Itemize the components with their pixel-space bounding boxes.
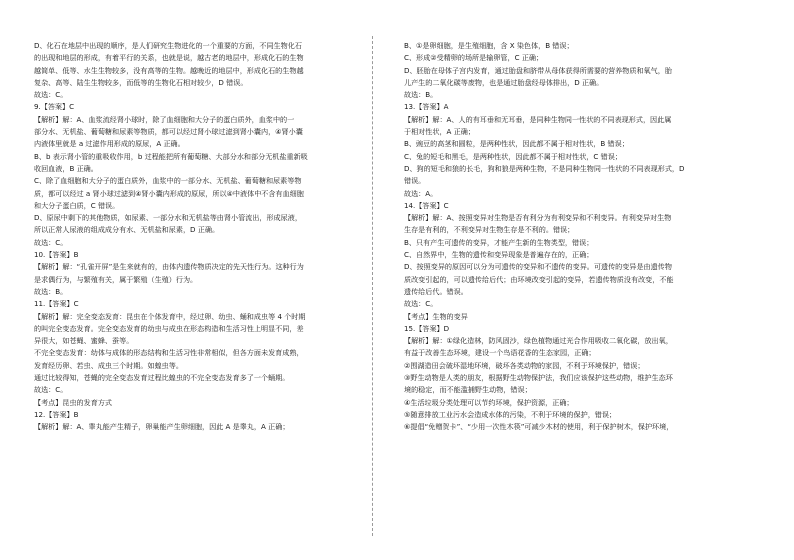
text-line: 【考点】昆虫的发育方式 [34, 397, 113, 407]
text-line: 和大分子蛋白质，C 错误。 [34, 200, 120, 210]
text-line: 遗传给后代。错误。 [404, 286, 468, 296]
text-line: 质，都可以经过 a 肾小球过滤到④肾小囊内形成的原尿，所以④中液体中不含有血细胞 [34, 188, 304, 198]
text-line: 境的稳定，而不能滥捕野生动物，错误； [404, 385, 532, 395]
text-line: 14.【答案】C [404, 200, 449, 210]
text-line: 错误。 [404, 176, 426, 186]
text-line: 故选：B。 [34, 286, 68, 296]
text-line: 不完全变态发育：幼体与成体的形态结构和生活习性非常相似，但各方面未发育成熟， [34, 348, 304, 358]
text-line: D、狗的短毛和狼的长毛，狗和狼是两种生物，不是同种生物同一性状的不同表现形式，D [404, 163, 685, 173]
text-line: 质改变引起的，可以遗传给后代；由环境改变引起的变异，若遗传物质没有改变，不能 [404, 274, 674, 284]
text-line: 越简单、低等、水生生物较多，没有高等的生物。越晚近的地层中，形成化石的生物越 [34, 65, 304, 75]
text-line: B、b 表示肾小管的重吸收作用，b 过程能把所有葡萄糖、大部分水和部分无机盐重新吸 [34, 151, 308, 161]
text-line: 9.【答案】C [34, 102, 75, 112]
text-line: 10.【答案】B [34, 250, 79, 260]
text-line: ⑤随意排放工业污水会造成水体的污染，不利于环境的保护，错误； [404, 409, 617, 419]
text-line: 的出现和地层的形成，有着平行的关系，也就是说，越古老的地层中，形成化石的生物 [34, 53, 304, 63]
text-line: 12.【答案】B [34, 409, 79, 419]
text-line: C、自然界中，生物的遗传和变异现象是普遍存在的，正确； [404, 250, 594, 260]
text-line: 发育经历卵、若虫、成虫三个时期。如蝗虫等。 [34, 360, 183, 370]
text-line: D、原尿中剩下的其他物质，如尿素、一部分水和无机盐等由肾小管流出，形成尿液， [34, 213, 302, 223]
text-line: 【考点】生物的变异 [404, 311, 468, 321]
text-line: 【解析】解：A、睾丸能产生精子，卵巢能产生卵细胞，因此 A 是睾丸，A 正确； [34, 422, 290, 432]
text-line: D、化石在地层中出现的顺序，是人们研究生物进化的一个重要的方面，不同生物化石 [34, 41, 302, 50]
text-line: 部分水、无机盐、葡萄糖和尿素等物质，都可以经过肾小球过滤到肾小囊内，④肾小囊 [34, 127, 303, 137]
text-line: B、只有产生可遗传的变异，才能产生新的生物类型，错误； [404, 237, 594, 247]
text-line: 故选：C。 [404, 299, 438, 309]
text-line: C、除了血细胞和大分子的蛋白质外，血浆中的一部分水、无机盐、葡萄糖和尿素等物 [34, 176, 302, 186]
text-line: ④生活垃圾分类处理可以节约环境，保护资源，正确； [404, 397, 574, 407]
right-column [404, 40, 734, 434]
text-line: 【解析】解：①绿化造林，防风固沙，绿色植物通过光合作用吸收二氧化碳，放出氧， [404, 336, 673, 346]
text-line: ②围湖造田会破坏湿地环境，破坏各类动物的家园，不利于环境保护，错误； [404, 360, 645, 370]
text-line: 有益于改善生态环境，建设一个鸟语花香的生态家园，正确； [404, 348, 596, 358]
column-divider [372, 36, 373, 536]
text-line: 【解析】解：完全变态发育：昆虫在个体发育中，经过卵、幼虫、蛹和成虫等 4 个时期 [34, 311, 306, 321]
text-line: 复杂、高等、陆生生物较多，而低等的生物化石相对较少，D 错误。 [34, 77, 248, 87]
text-line: 故选：A。 [404, 188, 438, 198]
text-line: 儿产生的二氧化碳等废物，也是通过胎盘经母体排出，D 正确。 [404, 77, 604, 87]
text-line: 【解析】解：A、按照变异对生物是否有利分为有利变异和不利变异。有利变异对生物 [404, 213, 672, 223]
text-line: 11.【答案】C [34, 299, 79, 309]
text-line: 13.【答案】A [404, 102, 449, 112]
text-line: 故选：C。 [34, 237, 68, 247]
text-line: 于相对性状，A 正确； [404, 127, 475, 137]
text-line: 15.【答案】D [404, 323, 450, 333]
text-line: 异很大，如苍蝇、蜜蜂、蚕等。 [34, 336, 134, 346]
text-line: D、胚胎在母体子宫内发育，通过胎盘和脐带从母体获得所需要的营养物质和氧气，胎 [404, 65, 672, 75]
text-line: 故选：C。 [34, 90, 68, 100]
text-line: 通过比较得知，苍蝇的完全变态发育过程比蝗虫的不完全变态发育多了一个蛹期。 [34, 373, 290, 383]
text-line: B、①是卵细胞，是生殖细胞，含 X 染色体，B 错误； [404, 41, 574, 50]
text-line: 故选：B。 [404, 90, 438, 100]
text-line: B、豌豆的高茎和圆粒，是两种性状，因此都不属于相对性状，B 错误； [404, 139, 629, 149]
text-line: 收回血液，B 正确。 [34, 163, 98, 173]
text-line: ③野生动物是人类的朋友，根据野生动物保护法，我们应该保护这些动物，维护生态环 [404, 373, 673, 383]
text-line: 所以正常人尿液的组成成分有水、无机盐和尿素，D 正确。 [34, 225, 220, 235]
text-line: D、按照变异的原因可以分为可遗传的变异和不遗传的变异。可遗传的变异是由遗传物 [404, 262, 672, 272]
text-line: C、形成②受精卵的场所是输卵管，C 正确； [404, 53, 544, 63]
text-line: C、兔的短毛和黑毛，是两种性状，因此都不属于相对性状，C 错误； [404, 151, 622, 161]
text-line: ⑥提倡“免赠贺卡”、“少用一次性木筷”可减少木材的使用，利于保护树木，保护环境， [404, 422, 674, 432]
text-line: 的叫完全变态发育。完全变态发育的幼虫与成虫在形态构造和生活习性上明显不同，差 [34, 323, 304, 333]
text-line: 生存是有利的，不利变异对生物生存是不利的。错误； [404, 225, 575, 235]
left-column [34, 40, 352, 434]
text-line: 是求偶行为，与繁殖有关，属于繁殖（生殖）行为。 [34, 274, 198, 284]
text-line: 故选：C。 [34, 385, 68, 395]
text-line: 内液体里就是 a 过滤作用形成的原尿，A 正确。 [34, 139, 185, 149]
text-line: 【解析】解：A、人的有耳垂和无耳垂，是同种生物同一性状的不同表现形式，因此属 [404, 114, 672, 124]
text-line: 【解析】解：A、血浆流经肾小球时，除了血细胞和大分子的蛋白质外，血浆中的一 [34, 114, 295, 124]
text-line: 【解析】解：“孔雀开屏”是生来就有的，由体内遗传物质决定的先天性行为。这种行为 [34, 262, 304, 272]
